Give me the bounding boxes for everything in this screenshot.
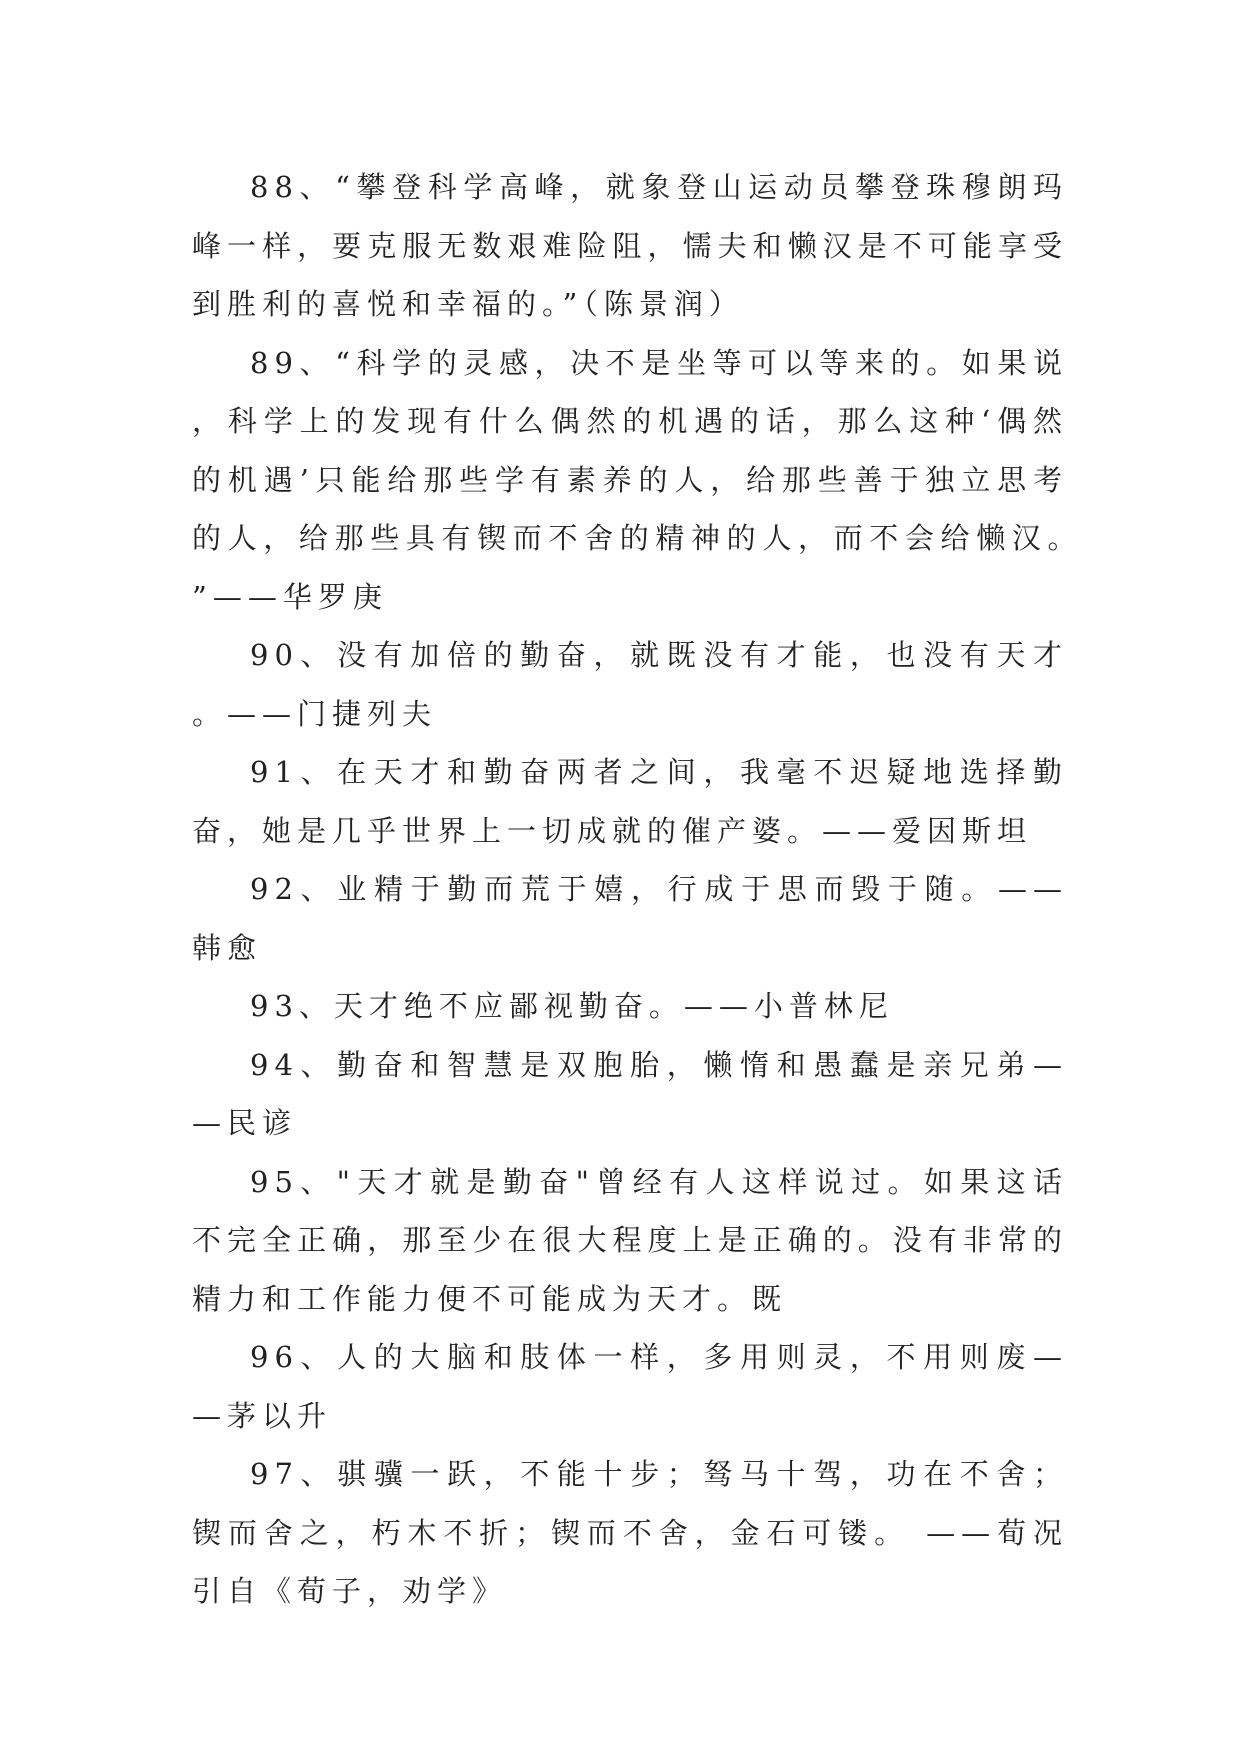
document-body (192, 158, 1068, 1621)
quote-paragraph-92: 92、业精于勤而荒于嬉，行成于思而毁于随。——韩愈 (192, 872, 1068, 965)
quote-paragraph-94: 94、勤奋和智慧是双胞胎，懒惰和愚蠢是亲兄弟——民谚 (192, 1047, 1068, 1140)
quote-paragraph-96: 96、人的大脑和肢体一样，多用则灵，不用则废——茅以升 (192, 1340, 1068, 1433)
quote-paragraph-95: 95、"天才就是勤奋"曾经有人这样说过。如果这话不完全正确，那至少在很大程度上是正确的。没有非常的精力和工作能力便不可能成为天才。既 (192, 1164, 1068, 1316)
quote-paragraph-91: 91、在天才和勤奋两者之间，我毫不迟疑地选择勤奋，她是几乎世界上一切成就的催产婆。——爱因斯坦 (192, 755, 1068, 848)
quote-paragraph-88: 88、“攀登科学高峰，就象登山运动员攀登珠穆朗玛峰一样，要克服无数艰难险阻，懦夫和懒汉是不可能享受到胜利的喜悦和幸福的。”（陈景润） (192, 170, 1068, 321)
quote-paragraph-93: 93、天才绝不应鄙视勤奋。——小普林尼 (250, 989, 894, 1023)
quote-paragraph-90: 90、没有加倍的勤奋，就既没有才能，也没有天才。——门捷列夫 (192, 638, 1068, 731)
quote-paragraph-97: 97、骐骥一跃，不能十步；驽马十驾，功在不舍；锲而舍之，朽木不折；锲而不舍，金石可镂。 ——荀况引自《荀子，劝学》 (192, 1457, 1068, 1608)
quote-paragraph-89: 89、“科学的灵感，决不是坐等可以等来的。如果说，科学上的发现有什么偶然的机遇的话，那么这种‘偶然的机遇’只能给那些学有素养的人，给那些善于独立思考的人，给那些具有锲而不舍的精神的人，而不会给懒汉。”——华罗庚 (192, 345, 1068, 614)
